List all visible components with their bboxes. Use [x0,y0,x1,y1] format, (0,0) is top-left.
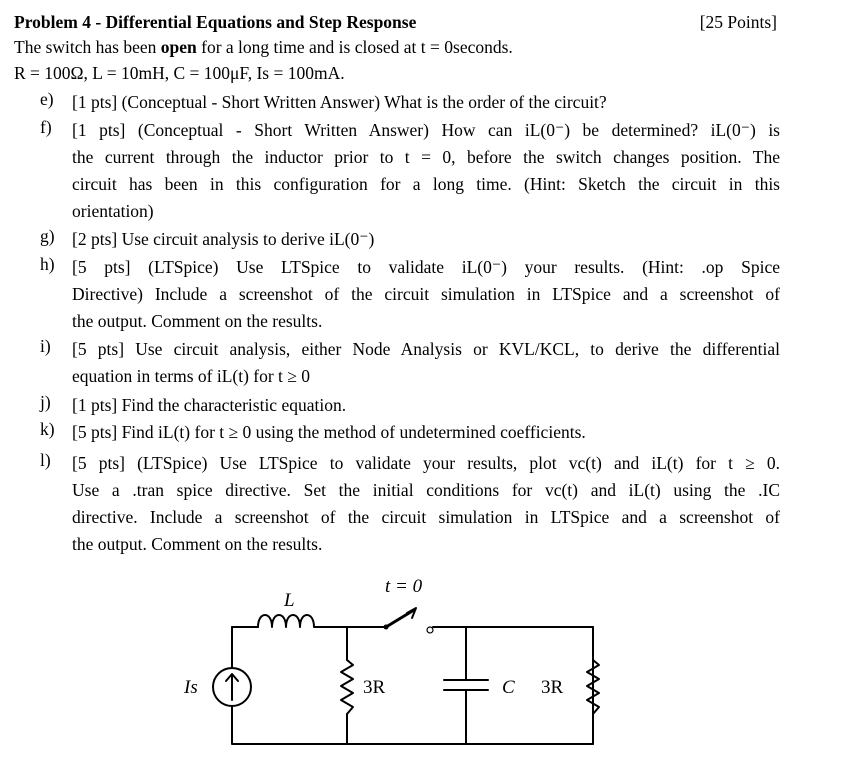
item-row: [5 pts] Use circuit analysis, either Node Analysis or KVL/KCL, to derive the differential [72,339,780,359]
resistor-right-label: 3R [541,677,564,698]
item-label: e) [40,89,54,109]
problem-title: Problem 4 - Differential Equations and Step Response [14,12,417,32]
item-row: the output. Comment on the results. [72,311,323,331]
item-label: k) [40,419,55,439]
item-label: f) [40,117,52,137]
item-row: [5 pts] Find iL(t) for t ≥ 0 using the method of undetermined coefficients. [72,422,586,442]
item-row: Directive) Include a screenshot of the circuit simulation in LTSpice and a screenshot of [72,284,780,304]
item-label: i) [40,336,51,356]
points-total: [25 Points] [699,12,777,32]
intro-prefix: The switch has been [14,37,161,57]
item-label: l) [40,450,51,470]
item-row: [2 pts] Use circuit analysis to derive iL(0⁻) [72,229,375,249]
source-label: Is [184,677,198,698]
parameters-line: R = 100Ω, L = 10mH, C = 100μF, Is = 100mA. [14,63,345,83]
item-label: g) [40,226,55,246]
item-row: [5 pts] (LTSpice) Use LTSpice to validate your results, plot vc(t) and iL(t) for t ≥ 0. [72,453,780,473]
item-row: Use a .tran spice directive. Set the initial conditions for vc(t) and iL(t) using the .IC [72,480,780,500]
wire-left [232,627,593,744]
inductor-coil [258,615,320,627]
intro-suffix: for a long time and is closed at t = 0seconds. [196,37,513,57]
item-row: directive. Include a screenshot of the circuit simulation in LTSpice and a screenshot of [72,507,780,527]
resistor-mid [341,660,353,714]
intro-bold: open [160,37,197,57]
switch-pivot [384,625,389,630]
item-label: j) [40,392,51,412]
capacitor-label: C [502,677,515,698]
item-row: [1 pts] (Conceptual - Short Written Answer) How can iL(0⁻) be determined? iL(0⁻) is [72,120,780,140]
resistor-mid-label: 3R [363,677,386,698]
item-row: orientation) [72,201,154,221]
item-row: circuit has been in this configuration for a long time. (Hint: Sketch the circuit in this [72,174,780,194]
switch-contact [427,627,433,633]
item-label: h) [40,254,55,274]
item-row: the output. Comment on the results. [72,534,323,554]
inductor-label: L [284,590,295,611]
item-row: the current through the inductor prior to t = 0, before the switch changes position. The [72,147,780,167]
item-row: [1 pts] Find the characteristic equation. [72,395,347,415]
switch-label: t = 0 [385,576,423,597]
item-row: equation in terms of iL(t) for t ≥ 0 [72,366,311,386]
item-row: [5 pts] (LTSpice) Use LTSpice to validate iL(0⁻) your results. (Hint: .op Spice [72,257,780,277]
item-row: [1 pts] (Conceptual - Short Written Answer) What is the order of the circuit? [72,92,607,112]
